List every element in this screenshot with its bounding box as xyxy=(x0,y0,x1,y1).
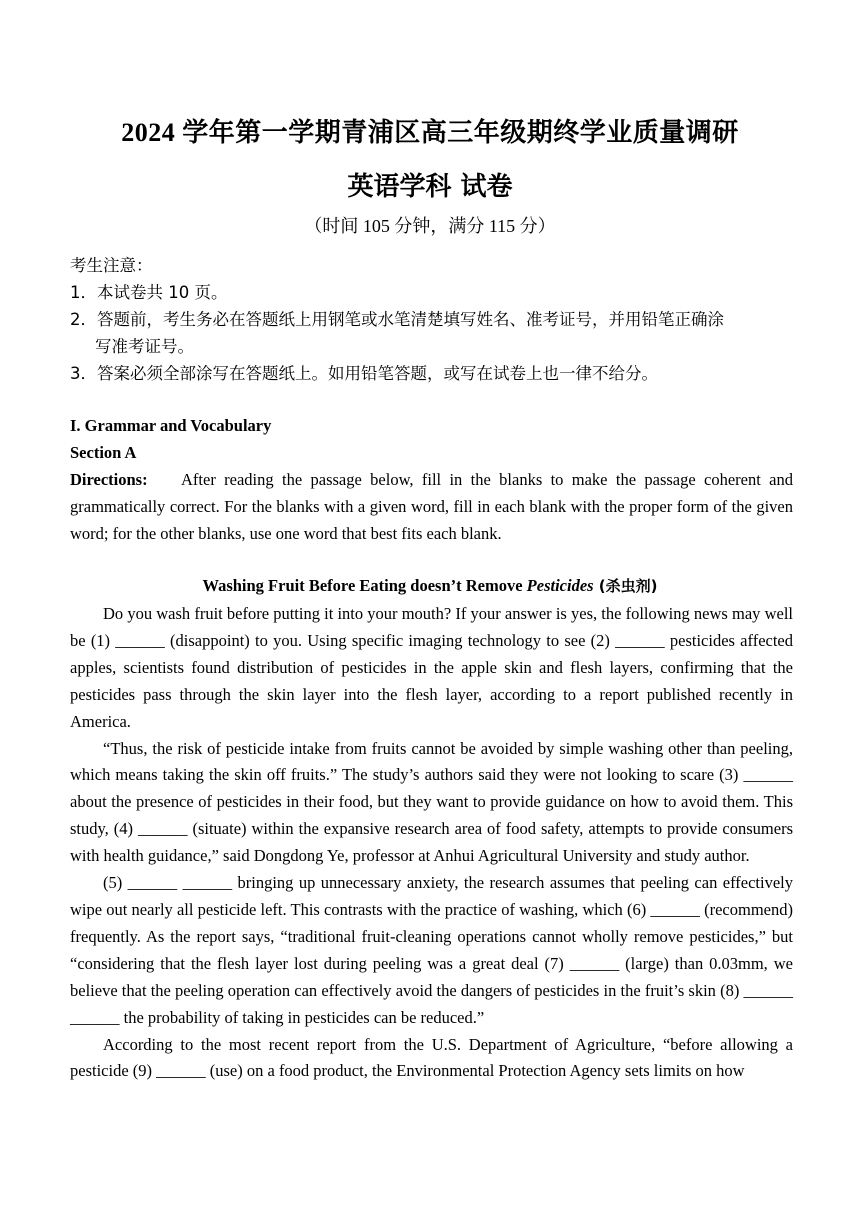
part-heading: I. Grammar and Vocabulary xyxy=(70,416,272,435)
passage-title-paren: (杀虫剂) xyxy=(593,577,658,595)
passage-body xyxy=(70,601,793,1085)
notice-item-2: 2．答题前，考生务必在答题纸上用钢笔或水笔清楚填写姓名、准考证号，并用铅笔正确涂 xyxy=(70,310,724,329)
passage-title xyxy=(0,575,860,596)
passage-title-main: Washing Fruit Before Eating doesn’t Remove xyxy=(202,576,527,595)
directions-text: After reading the passage below, fill in the blanks to make the passage coherent and grammatically correct. For the blanks with a given word, fill in each blank with the proper form of the given word; for the other blanks, use one word that best fits each blank. xyxy=(70,470,793,543)
exam-subject: 英语学科 试卷 xyxy=(347,172,513,202)
passage-paragraph-4: According to the most recent report from the U.S. Department of Agriculture, “before allowing a pesticide (9) ______ (use) on a food product, the Environmental Protection Agency sets limits on how xyxy=(70,1034,793,1081)
passage-paragraph-1: Do you wash fruit before putting it into your mouth? If your answer is yes, the following news may well be (1) ______ (disappoint) to you. Using specific imaging technology to see (2) ______ pesticides affected apples, scientists found distribution of pesticides in the apple skin and flesh layers, confirming that the pesticides pass through the skin layer into the flesh layer, according to a report published recently in America. xyxy=(70,604,793,731)
passage-paragraph-3: (5) ______ ______ bringing up unnecessary anxiety, the research assumes that peeling can effectively wipe out nearly all pesticide left. This contrasts with the practice of washing, which (6) ______ (recommend) frequently. As the report says, “traditional fruit-cleaning operations cannot wholly remove pesticides,” but “considering that the flesh layer lost during peeling was a great deal (7) ______ (large) than 0.03mm, we believe that the peeling operation can effectively avoid the dangers of pesticides in the fruit’s skin (8) ______ ______ the probability of taking in pesticides can be reduced.” xyxy=(70,873,793,1027)
notice-item-2-continued xyxy=(70,334,795,360)
directions-label: Directions: xyxy=(70,470,148,489)
notice-item-3: 3．答案必须全部涂写在答题纸上。如用铅笔答题，或写在试卷上也一律不给分。 xyxy=(70,364,658,383)
directions xyxy=(70,466,793,547)
section-heading: Section A xyxy=(70,443,137,462)
notice-item-1: 1．本试卷共 10 页。 xyxy=(70,283,228,302)
exam-title: 2024 学年第一学期青浦区高三年级期终学业质量调研 xyxy=(121,118,739,147)
notice-heading: 考生注意： xyxy=(70,256,153,275)
notice-item-2-cont-text: 写准考证号。 xyxy=(95,337,194,356)
passage-paragraph-2: “Thus, the risk of pesticide intake from fruits cannot be avoided by simple washing other than peeling, which means taking the skin off fruits.” The study’s authors said they were not looking to scare (3) ______ about the presence of pesticides in their food, but they want to provide guidance on how to avoid them. This study, (4) ______ (situate) within the expansive research area of food safety, attempts to provide consumers with health guidance,” said Dongdong Ye, professor at Anhui Agricultural University and study author. xyxy=(70,738,793,866)
passage-title-italic: Pesticides xyxy=(526,576,594,595)
exam-time-note: （时间 105 分钟，满分 115 分） xyxy=(304,216,556,236)
